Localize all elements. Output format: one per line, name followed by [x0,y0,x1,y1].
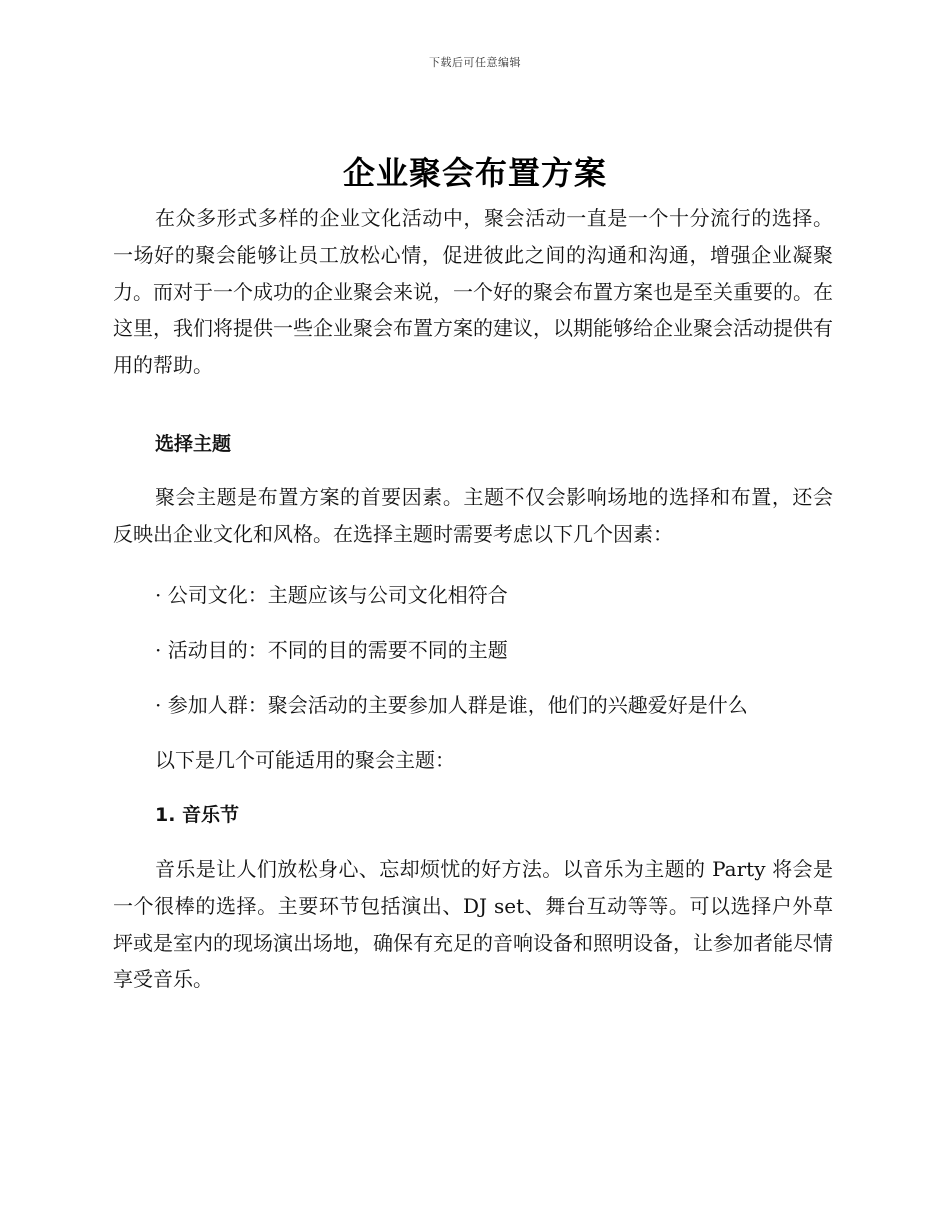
intro-paragraph: 在众多形式多样的企业文化活动中，聚会活动一直是一个十分流行的选择。一场好的聚会能够让员工放松心情，促进彼此之间的沟通和沟通，增强企业凝聚力。而对于一个成功的企业聚会来说，一个好的聚会布置方案也是至关重要的。在这里，我们将提供一些企业聚会布置方案的建议，以期能够给企业聚会活动提供有用的帮助。 [113,206,833,378]
theme-heading-music-festival: 1. 音乐节 [155,804,240,826]
section-heading-choose-theme: 选择主题 [155,433,232,455]
bullet-activity-purpose: · 活动目的：不同的目的需要不同的主题 [155,638,508,662]
bullet-company-culture: · 公司文化：主题应该与公司文化相符合 [155,583,508,607]
section-paragraph-theme: 聚会主题是布置方案的首要因素。主题不仅会影响场地的选择和布置，还会反映出企业文化和风格。在选择主题时需要考虑以下几个因素： [113,485,833,546]
bullet-participants: · 参加人群：聚会活动的主要参加人群是谁，他们的兴趣爱好是什么 [155,693,748,717]
page-header: 下载后可任意编辑 [429,56,521,69]
theme-paragraph-music-festival: 音乐是让人们放松身心、忘却烦忧的好方法。以音乐为主题的 Party 将会是一个很棒的选择。主要环节包括演出、DJ set、舞台互动等等。可以选择户外草坪或是室内的现场演出场地，确保有充足的音响设备和照明设备，让参加者能尽情享受音乐。 [113,857,833,992]
document-title: 企业聚会布置方案 [342,154,607,192]
themes-intro-line: 以下是几个可能适用的聚会主题： [155,748,455,772]
